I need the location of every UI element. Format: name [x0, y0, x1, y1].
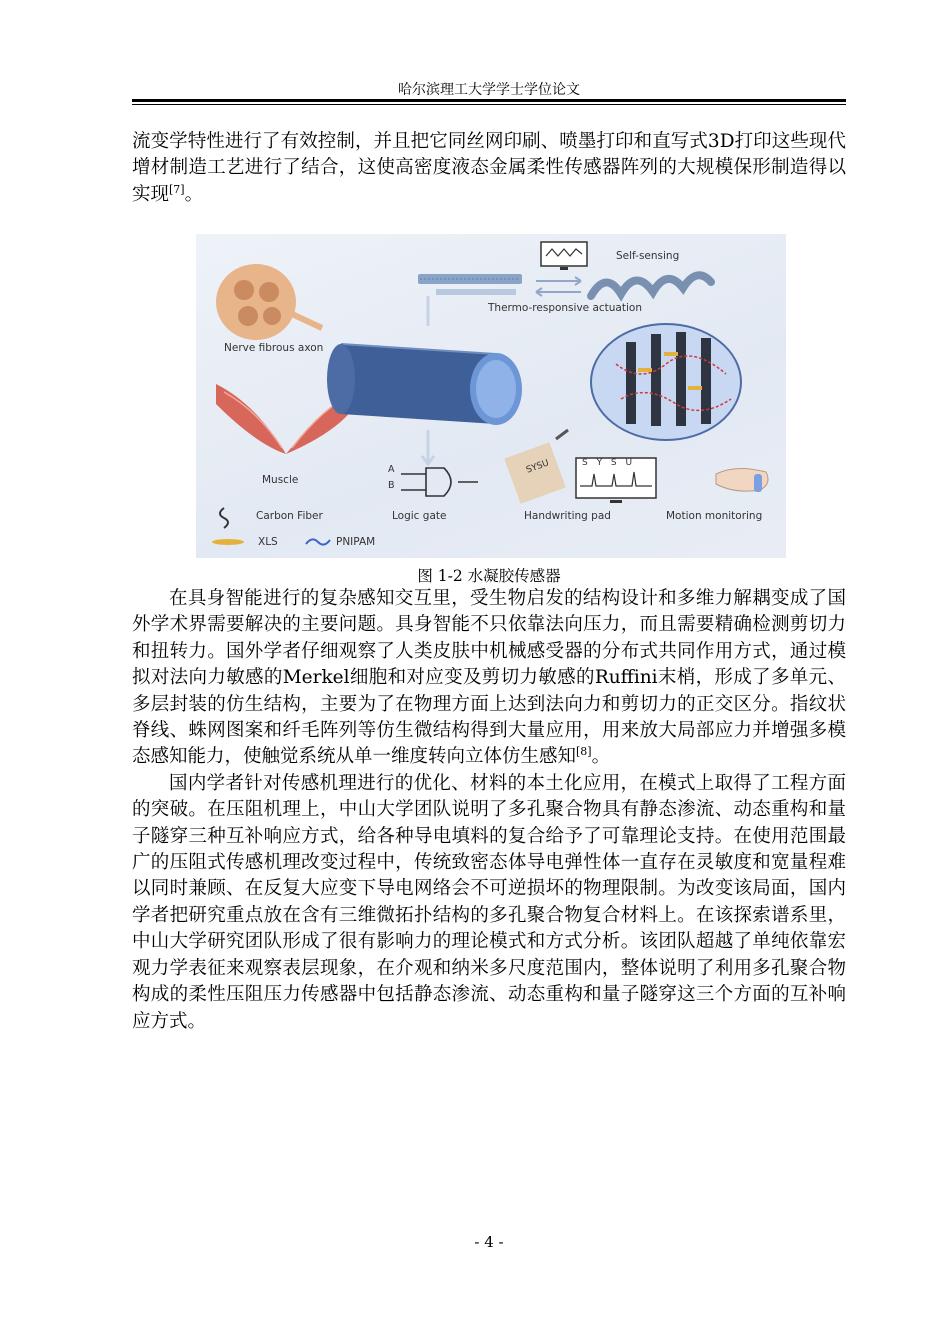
label-gate-a: A: [388, 464, 395, 475]
figure-caption: 图 1-2 水凝胶传感器: [417, 567, 561, 585]
nerve-bundle-icon: [216, 264, 322, 340]
label-pnipam: PNIPAM: [336, 536, 376, 548]
hydrogel-sensor-figure: [196, 234, 786, 558]
citation-8[interactable]: [8]: [576, 745, 592, 759]
header-rule-thin: [132, 104, 846, 105]
header-rule-thick: [132, 99, 846, 102]
label-nerve-fibrous-axon: Nerve fibrous axon: [224, 342, 324, 354]
finger-icon: [716, 468, 768, 492]
label-muscle: Muscle: [262, 474, 299, 486]
label-gate-b: B: [388, 480, 395, 491]
xls-legend-icon: [212, 539, 244, 545]
running-header: 哈尔滨理工大学学士学位论文: [398, 82, 580, 98]
label-handwriting-pad: Handwriting pad: [524, 510, 611, 522]
logic-gate-icon: [401, 468, 478, 496]
label-carbon-fiber: Carbon Fiber: [256, 510, 323, 522]
label-xls: XLS: [258, 536, 278, 548]
label-thermo-responsive: Thermo-responsive actuation: [488, 302, 642, 314]
monitor-icon: [541, 242, 587, 270]
wavy-fiber-icon: [591, 275, 711, 296]
label-sysu: SYSU: [524, 458, 551, 476]
pnipam-legend-icon: [306, 539, 330, 544]
page-number: - 4 -: [474, 1233, 504, 1251]
label-motion-monitoring: Motion monitoring: [666, 510, 763, 522]
paragraph-group: [132, 586, 846, 1035]
paragraph-top-tail: 。: [184, 183, 204, 205]
actuation-arrows-icon: [536, 277, 581, 296]
label-logic-gate: Logic gate: [392, 510, 447, 522]
hydrogel-network-icon: [591, 324, 741, 440]
fiber-strip-icon: [418, 274, 522, 292]
paragraph-top: [132, 129, 846, 208]
label-self-sensing: Self-sensing: [616, 250, 680, 262]
label-pad-letters: S Y S U: [582, 458, 636, 468]
fiber-bundle-icon: [327, 344, 522, 425]
paragraph-foreign-research: [132, 586, 846, 771]
paragraph-top-text: 流变学特性进行了有效控制，并且把它同丝网印刷、喷墨打印和直写式3D打印这些现代增材制造工艺进行了结合，这使高密度液态金属柔性传感器阵列的大规模保形制造得以实现: [132, 131, 846, 205]
paragraph-domestic-research: 国内学者针对传感机理进行的优化、材料的本土化应用，在模式上取得了工程方面的突破。在压阻机理上，中山大学团队说明了多孔聚合物具有静态渗流、动态重构和量子隧穿三种互补响应方式，给各种导电填料的复合给予了可靠理论支持。在使用范围最广的压阻式传感机理改变过程中，传统致密态体导电弹性体一直存在灵敏度和宽量程难以同时兼顾、在反复大应变下导电网络会不可逆损坏的物理限制。为改变该局面，国内学者把研究重点放在含有三维微拓扑结构的多孔聚合物复合材料上。在该探索谱系里，中山大学研究团队形成了很有影响力的理论模式和方式分析。该团队超越了单纯依靠宏观力学表征来观察表层现象，在介观和纳米多尺度范围内，整体说明了利用多孔聚合物构成的柔性压阻压力传感器中包括静态渗流、动态重构和量子隧穿这三个方面的互补响应方式。: [132, 772, 846, 1032]
citation-7[interactable]: [7]: [169, 182, 185, 196]
paragraph-2-text: 在具身智能进行的复杂感知交互里，受生物启发的结构设计和多维力解耦变成了国外学术界需要解决的主要问题。具身智能不只依靠法向压力，而且需要精确检测剪切力和扭转力。国外学者仔细观察了人类皮肤中机械感受器的分布式共同作用方式，通过模拟对法向力敏感的Merkel细胞和对应变及剪切力敏感的Ruffini末梢，形成了多单元、多层封装的仿生结构，主要为了在物理方面上达到法向力和剪切力的正交区分。指纹状脊线、蛛网图案和纤毛阵列等仿生微结构得到大量应用，用来放大局部应力并增强多模态感知能力，使触觉系统从单一维度转向立体仿生感知: [132, 588, 846, 768]
carbon-fiber-legend-icon: [220, 508, 228, 528]
paragraph-2-tail: 。: [591, 746, 611, 768]
